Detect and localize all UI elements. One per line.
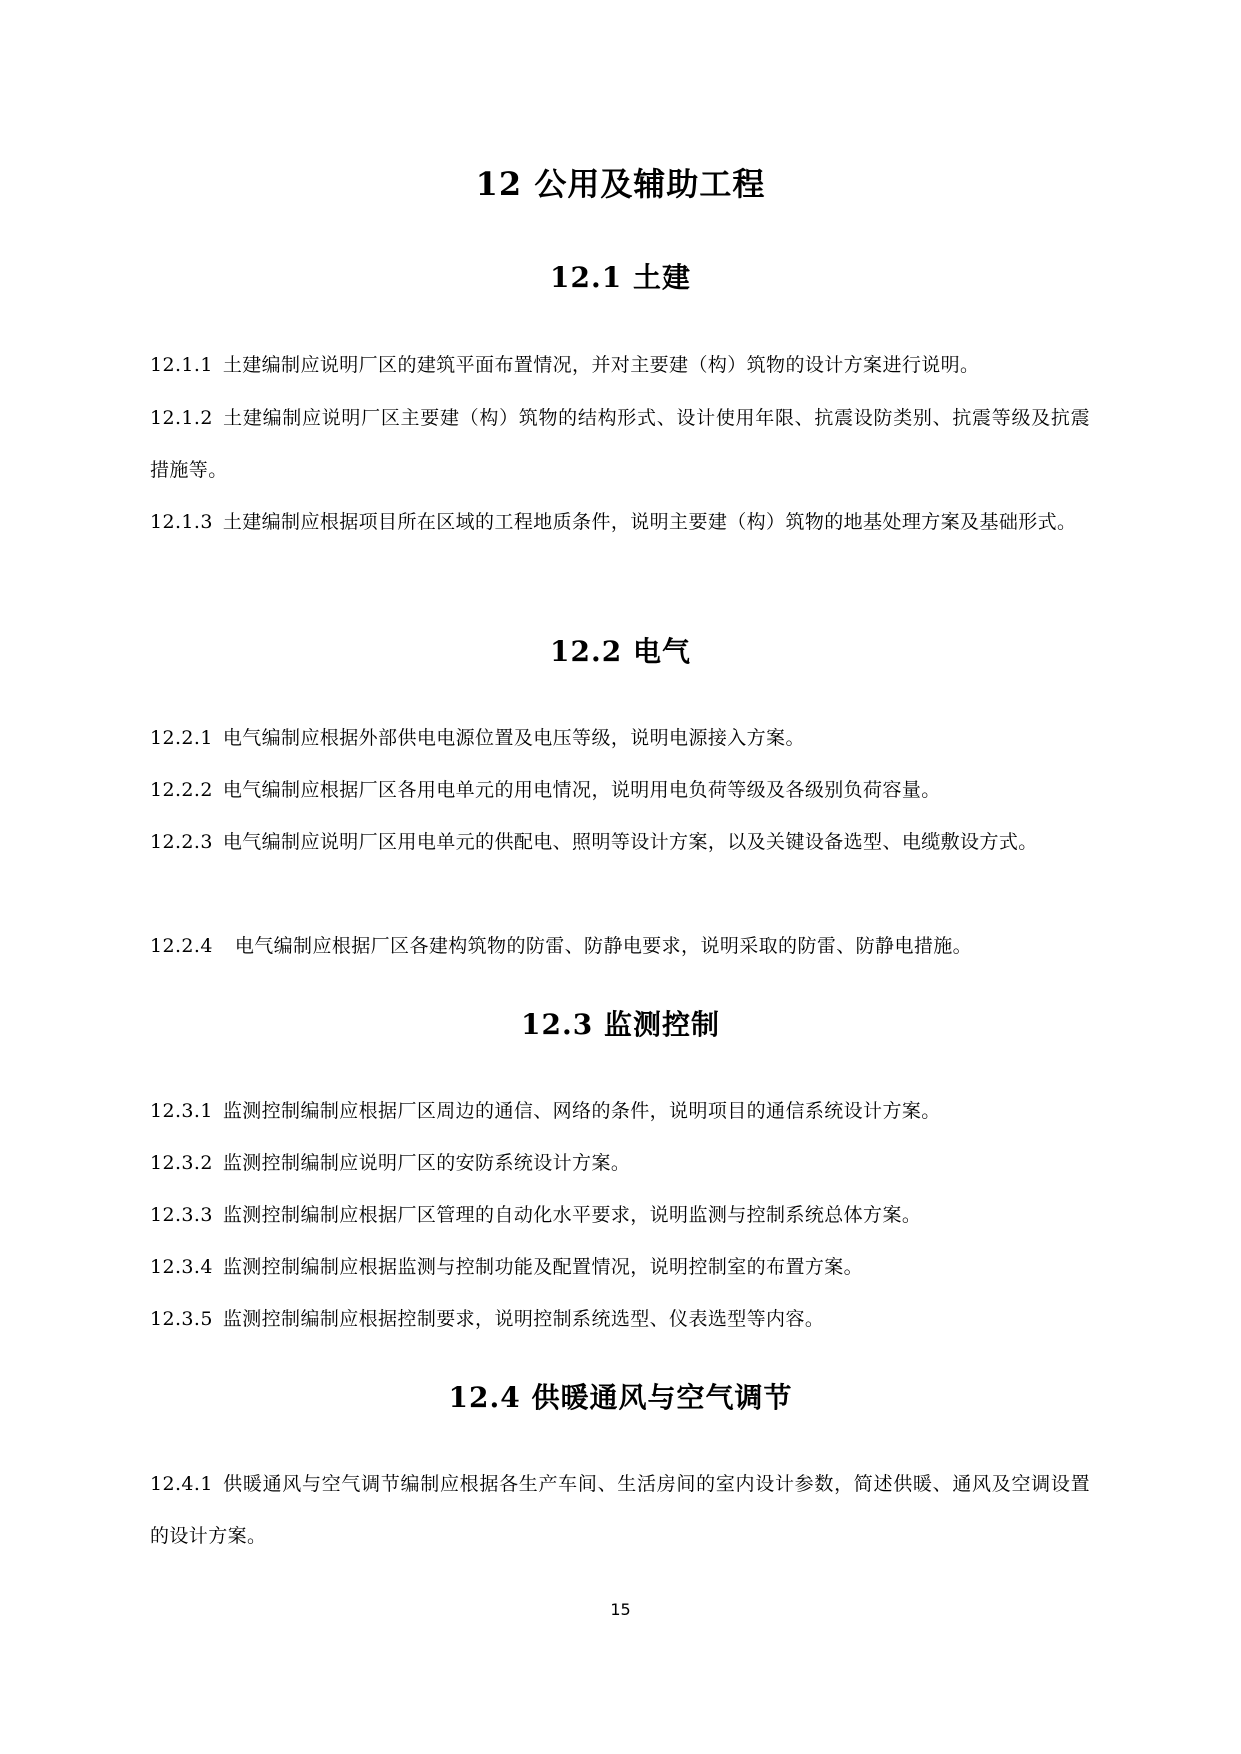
clause-12-1-1: [150, 339, 1090, 391]
clause-number: 12.2.2: [150, 779, 213, 801]
clause-number: 12.1.3: [150, 511, 213, 533]
clause-number: 12.1.1: [150, 354, 213, 376]
clause-12-3-2: [150, 1137, 1090, 1189]
clause-12-4-1: [150, 1458, 1090, 1562]
clause-number: 12.3.5: [150, 1308, 213, 1330]
clause-number: 12.3.2: [150, 1152, 213, 1174]
clause-text: 电气编制应根据厂区各建构筑物的防雷、防静电要求，说明采取的防雷、防静电措施。: [234, 935, 973, 957]
clause-text: 监测控制编制应根据监测与控制功能及配置情况，说明控制室的布置方案。: [222, 1256, 864, 1278]
clause-text: 监测控制编制应说明厂区的安防系统设计方案。: [222, 1152, 631, 1174]
clause-12-3-3: [150, 1189, 1090, 1241]
clause-text: 土建编制应根据项目所在区域的工程地质条件，说明主要建（构）筑物的地基处理方案及基础形式。: [222, 511, 1077, 533]
clause-12-2-4: [150, 920, 1090, 972]
clause-12-3-5: [150, 1293, 1090, 1345]
clause-number: 12.4.1: [150, 1473, 213, 1495]
clause-number: 12.3.1: [150, 1100, 213, 1122]
clause-text: 土建编制应说明厂区主要建（构）筑物的结构形式、设计使用年限、抗震设防类别、抗震等级及抗震措施等。: [150, 407, 1090, 481]
section-title-12-2: 12.2 电气: [550, 635, 691, 668]
clause-text: 土建编制应说明厂区的建筑平面布置情况，并对主要建（构）筑物的设计方案进行说明。: [222, 354, 980, 376]
clause-12-3-4: [150, 1241, 1090, 1293]
clause-number: 12.2.3: [150, 831, 213, 853]
clause-12-3-1: [150, 1085, 1090, 1137]
clause-text: 供暖通风与空气调节编制应根据各生产车间、生活房间的室内设计参数，简述供暖、通风及空调设置的设计方案。: [150, 1473, 1090, 1547]
clause-text: 电气编制应根据外部供电电源位置及电压等级，说明电源接入方案。: [222, 727, 805, 749]
clause-number: 12.2.1: [150, 727, 213, 749]
clause-number: 12.3.4: [150, 1256, 213, 1278]
clause-text: 电气编制应根据厂区各用电单元的用电情况，说明用电负荷等级及各级别负荷容量。: [222, 779, 941, 801]
clause-12-2-3: [150, 816, 1090, 868]
clause-12-2-1: [150, 712, 1090, 764]
clause-text: 监测控制编制应根据控制要求，说明控制系统选型、仪表选型等内容。: [222, 1308, 825, 1330]
clause-12-1-2: [150, 392, 1090, 496]
clause-12-2-2: [150, 764, 1090, 816]
section-title-12-3: 12.3 监测控制: [521, 1008, 720, 1041]
clause-text: 电气编制应说明厂区用电单元的供配电、照明等设计方案，以及关键设备选型、电缆敷设方式。: [222, 831, 1038, 853]
clause-text: 监测控制编制应根据厂区管理的自动化水平要求，说明监测与控制系统总体方案。: [222, 1204, 922, 1226]
clause-text: 监测控制编制应根据厂区周边的通信、网络的条件，说明项目的通信系统设计方案。: [222, 1100, 941, 1122]
clause-number: 12.1.2: [150, 407, 213, 429]
section-title-12-1: 12.1 土建: [550, 261, 691, 294]
section-title-12-4: 12.4 供暖通风与空气调节: [448, 1381, 793, 1414]
page-number: 15: [610, 1600, 631, 1619]
clause-number: 12.3.3: [150, 1204, 213, 1226]
clause-12-1-3: [150, 496, 1090, 548]
clause-number: 12.2.4: [150, 935, 213, 957]
chapter-title: 12 公用及辅助工程: [475, 165, 766, 203]
